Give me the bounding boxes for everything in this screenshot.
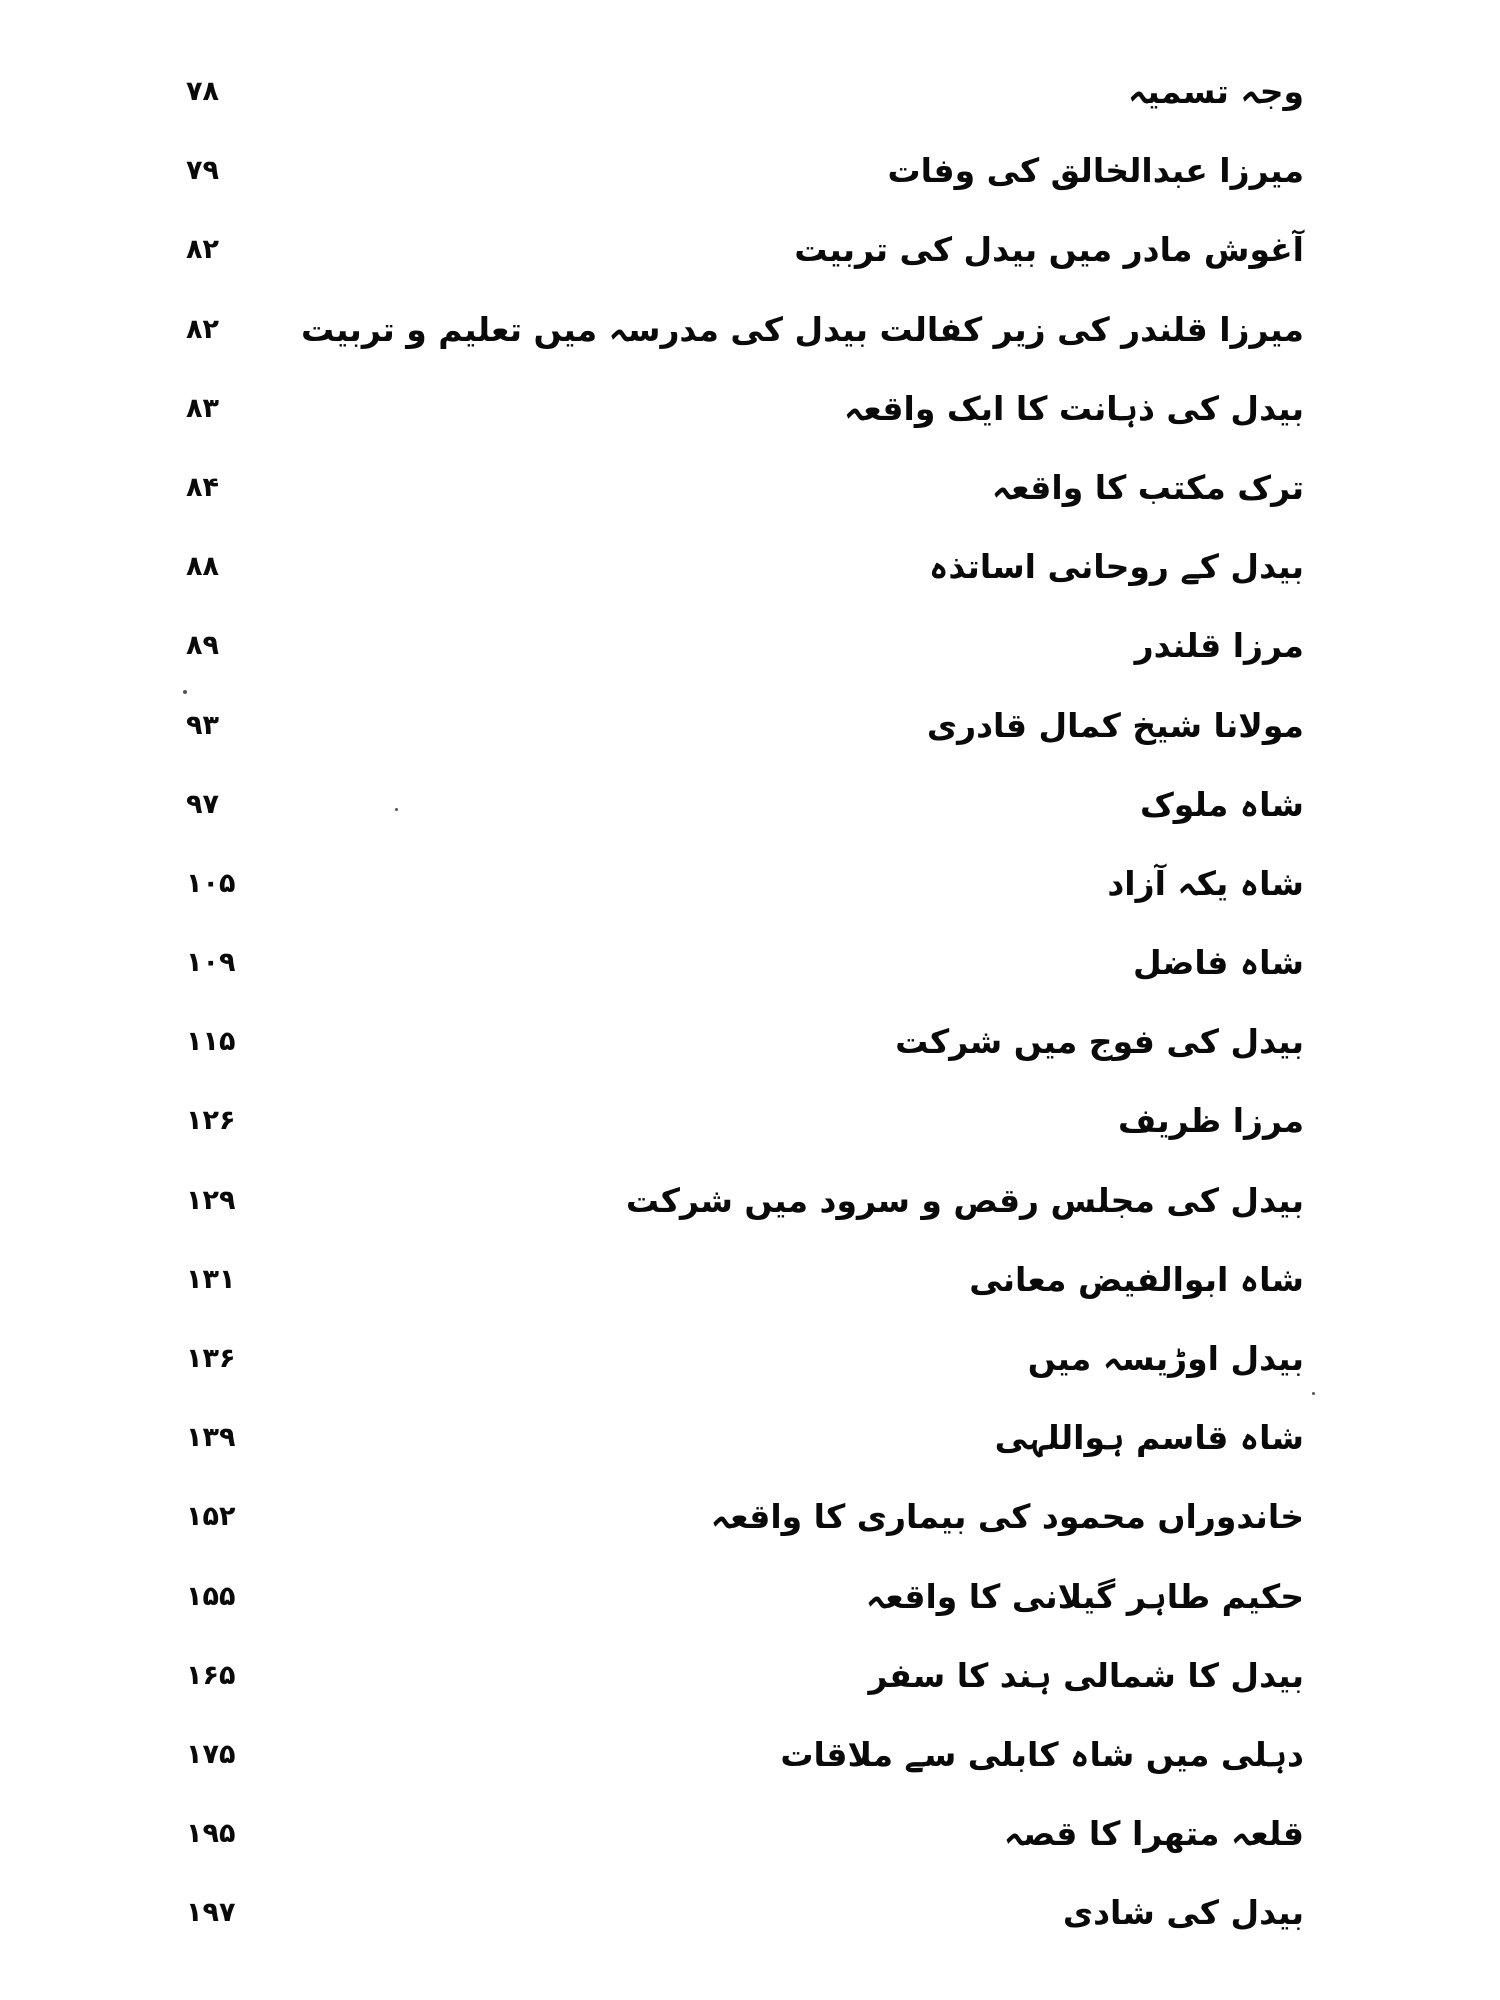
toc-entry-page-number: ۸۹ [186,630,219,662]
toc-entry-page-number: ۱۵۵ [186,1580,236,1612]
toc-entry-page-number: ۱۳۱ [186,1263,236,1295]
toc-entry [0,1881,1500,1960]
toc-entry [0,1248,1500,1327]
toc-entry [0,1010,1500,1089]
toc-entry-page-number: ۱۳۹ [186,1422,236,1454]
toc-entry-page-number: ۸۴ [186,471,219,503]
toc-entry-title: میرزا عبدالخالق کی وفات [887,151,1304,191]
toc-entry-title: دہلی میں شاہ کابلی سے ملاقات [780,1734,1304,1774]
toc-entry-page-number: ۸۳ [186,392,219,424]
toc-entry-title: آغوش مادر میں بیدل کی تربیت [794,230,1304,270]
toc-entry-title: شاہ یکہ آزاد [1107,863,1304,903]
toc-entry [0,614,1500,693]
toc-entry-page-number: ۸۲ [186,234,219,266]
toc-entry-page-number: ۷۸ [186,76,219,107]
toc-entry [0,298,1500,377]
toc-entry [0,931,1500,1010]
toc-entry-page-number: ۱۰۹ [186,947,236,979]
toc-entry-page-number: ۱۲۹ [186,1184,236,1216]
toc-entry-title: بیدل کی فوج میں شرکت [895,1022,1304,1062]
toc-entry [0,1327,1500,1406]
toc-entry-title: مولانا شیخ کمال قادری [926,705,1304,745]
toc-entry-page-number: ۱۷۵ [186,1738,236,1770]
toc-entry-title: شاہ فاضل [1132,943,1304,983]
toc-entry-title: مرزا ظریف [1117,1101,1304,1141]
toc-entry-title: وجہ تسمیہ [1127,72,1304,111]
toc-entry-page-number: ۱۹۵ [186,1818,236,1850]
toc-entry-page-number: ۸۸ [186,551,219,583]
toc-entry-title: شاہ ابوالفیض معانی [969,1259,1304,1299]
toc-entry-page-number: ۱۹۷ [186,1897,236,1929]
toc-entry-title: بیدل کی شادی [1062,1893,1304,1933]
toc-entry [0,1802,1500,1881]
toc-entry [0,1406,1500,1485]
toc-entry [0,60,1500,139]
toc-entry-title: شاہ ملوک [1139,784,1304,824]
toc-entry [0,852,1500,931]
toc-entry-page-number: ۱۲۶ [186,1105,236,1137]
toc-entry-page-number: ۱۰۵ [186,867,236,899]
toc-entry-title: بیدل کے روحانی اساتذہ [929,547,1304,587]
scan-speck [395,808,398,811]
toc-entry-page-number: ۹۷ [186,788,219,820]
toc-entry [0,1169,1500,1248]
toc-entry [0,1565,1500,1644]
toc-entry [0,1089,1500,1168]
toc-entry [0,1485,1500,1564]
toc-entry [0,1644,1500,1723]
toc-entry-title: خاندوراں محمود کی بیماری کا واقعہ [710,1497,1304,1537]
toc-entry-title: بیدل اوڑیسہ میں [1027,1339,1304,1378]
toc-entry [0,694,1500,773]
toc-entry-page-number: ۱۱۵ [186,1026,236,1058]
toc-entry [0,456,1500,535]
toc-entry-title: حکیم طاہر گیلانی کا واقعہ [865,1576,1304,1616]
toc-entry-title: میرزا قلندر کی زیر کفالت بیدل کی مدرسہ میں تعلیم و تربیت [301,309,1304,349]
toc-entry-page-number: ۸۲ [186,313,219,345]
toc-entry-title: قلعہ متھرا کا قصہ [1003,1814,1304,1854]
toc-entry-title: ترک مکتب کا واقعہ [991,467,1304,507]
toc-entry-page-number: ۷۹ [186,155,219,187]
toc-entry [0,377,1500,456]
toc-entry-page-number: ۱۳۶ [186,1343,236,1374]
toc-entry [0,535,1500,614]
toc-entry-page-number: ۹۳ [186,709,219,741]
toc-entry-title: بیدل کی ذہانت کا ایک واقعہ [843,388,1304,428]
toc-entry-title: بیدل کا شمالی ہند کا سفر [868,1655,1304,1695]
toc-entry [0,218,1500,297]
toc-entry-title: بیدل کی مجلس رقص و سرود میں شرکت [625,1180,1304,1220]
toc-entry-title: شاہ قاسم ہواللہی [994,1418,1304,1458]
toc-entry-page-number: ۱۶۵ [186,1659,236,1691]
table-of-contents [0,60,1500,1961]
toc-entry-title: مرزا قلندر [1134,626,1304,666]
toc-entry [0,139,1500,218]
toc-entry-page-number: ۱۵۲ [186,1501,236,1533]
scan-speck [1312,1392,1315,1395]
toc-entry [0,1723,1500,1802]
toc-entry [0,773,1500,852]
scan-speck [183,690,187,694]
